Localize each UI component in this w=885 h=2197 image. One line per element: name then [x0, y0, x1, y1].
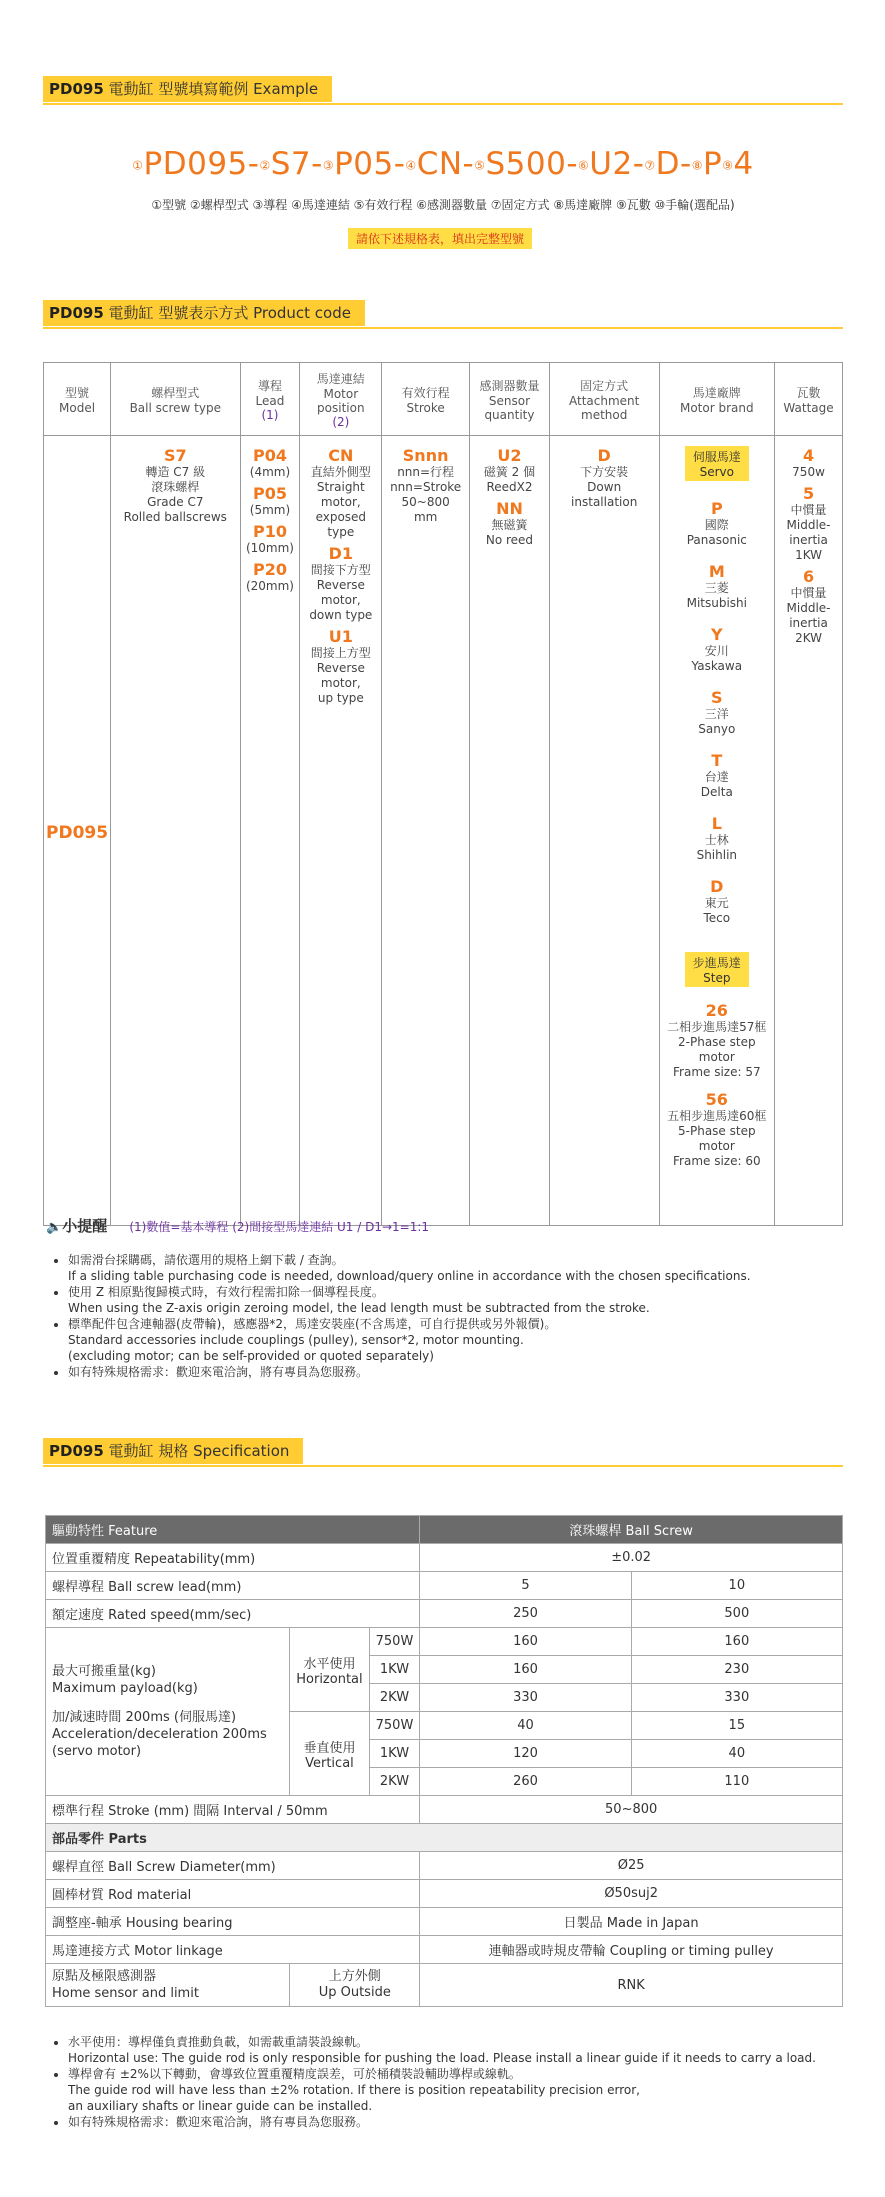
tip-text: (1)數值=基本導程 (2)間接型馬達連結 U1 / D1→1=1:1 [129, 1220, 430, 1234]
header-note: (2) [332, 414, 350, 429]
sensor-column [470, 436, 550, 1226]
header-en: Model [59, 400, 96, 415]
desc-line: 無磁簧 [491, 518, 528, 532]
desc-line: up type [317, 691, 364, 705]
note-line: • 如需滑台採購碼，請依選用的規格上網下載 / 查詢。 [68, 1253, 344, 1267]
motor-pos-code: U1 [328, 627, 353, 646]
desc-line: inertia [789, 533, 828, 547]
desc-line: 中慣量 [790, 586, 827, 600]
spec-value: 330 [631, 1684, 842, 1712]
desc-line: motor [698, 1050, 735, 1064]
brand-en: Shihlin [696, 848, 738, 862]
wattage-code: 4 [802, 446, 815, 465]
column-header [659, 363, 775, 436]
tip-label: 小提醒 [62, 1217, 108, 1235]
horizontal-label: 水平使用 Horizontal [290, 1628, 369, 1712]
desc-line: 下方安裝 [580, 465, 629, 479]
payload-line: Acceleration/deceleration 200ms [52, 1727, 267, 1742]
note-line: Horizontal use: The guide rod is only responsible for pushing the load. Please install a linear guide if it needs to carry a load. [68, 2051, 816, 2065]
motor-position-column [300, 436, 382, 1226]
desc-line: 二相步進馬達57框 [667, 1020, 767, 1034]
sensor-code: U2 [497, 446, 522, 465]
spec-value: 40 [631, 1740, 842, 1768]
section-title: 電動缸 規格 Specification [108, 1442, 290, 1460]
payload-line: 最大可搬重量(kg) [52, 1664, 156, 1679]
spec-value: 260 [420, 1768, 631, 1796]
header-zh: 馬達廠牌 [692, 385, 741, 400]
spec-value: 250 [420, 1600, 631, 1628]
section-product-code-header [43, 300, 843, 330]
desc-line: No reed [485, 533, 534, 547]
spec-watt: 750W [369, 1712, 420, 1740]
desc-line: inertia [789, 616, 828, 630]
section-example-header [43, 76, 843, 106]
wattage-column [775, 436, 843, 1226]
note-line: (excluding motor; can be self-provided or quoted separately) [68, 1349, 434, 1363]
desc-line: Frame size: 57 [673, 1065, 761, 1079]
speaker-icon: 🔈 [46, 1220, 63, 1235]
desc-line: motor, [320, 495, 361, 509]
motor-pos-code: CN [328, 446, 354, 465]
header-en: Lead [255, 393, 285, 408]
brand-en: Panasonic [686, 533, 747, 547]
brand-code: T [711, 751, 723, 770]
spec-value: 50~800 [420, 1796, 843, 1824]
note-line: an auxiliary shafts or linear guide can be installed. [68, 2099, 373, 2113]
column-header [775, 363, 843, 436]
model-code: PD095 [46, 822, 109, 843]
example-part: S500- [485, 146, 579, 182]
spec-value: 330 [420, 1684, 631, 1712]
spec-label: 位置重覆精度 Repeatability(mm) [46, 1544, 420, 1572]
brand-code: L [711, 814, 722, 833]
desc-line: Reverse [316, 578, 365, 592]
note-item [68, 2114, 858, 2130]
payload-label [46, 1628, 290, 1796]
spec-watt: 750W [369, 1628, 420, 1656]
lead-code: P05 [252, 484, 287, 503]
spec-watt: 2KW [369, 1684, 420, 1712]
desc-line: 中慣量 [790, 503, 827, 517]
spec-value: 500 [631, 1600, 842, 1628]
desc-line: 直結外側型 [310, 465, 371, 479]
spec-value: 160 [420, 1656, 631, 1684]
note-line: If a sliding table purchasing code is needed, download/query online in accordance with the chosen specifications. [68, 1269, 751, 1283]
desc-line: 50~800 [401, 495, 450, 509]
attach-column [549, 436, 659, 1226]
example-part: U2- [589, 146, 645, 182]
desc-line: Straight [316, 480, 365, 494]
example-circle: ④ [405, 158, 417, 173]
spec-table [45, 1515, 843, 2007]
example-circle: ⑥ [578, 158, 590, 173]
example-circle: ⑦ [644, 158, 656, 173]
desc-line: exposed type [315, 510, 367, 539]
notes-list-2 [68, 2034, 858, 2130]
spec-value: 連軸器或時規皮帶輪 Coupling or timing pulley [420, 1936, 843, 1964]
spec-label: 額定速度 Rated speed(mm/sec) [46, 1600, 420, 1628]
notes-list [68, 1252, 858, 1380]
header-en: Motor brand [679, 400, 754, 415]
desc-line: 間接上方型 [310, 646, 371, 660]
vertical-label: 垂直使用 Vertical [290, 1712, 369, 1796]
header-zh: 螺桿型式 [151, 385, 200, 400]
header-zh: 型號 [65, 385, 90, 400]
desc-line: Reverse [316, 661, 365, 675]
example-part: PD095- [143, 146, 260, 182]
brand-code: D [710, 877, 724, 896]
note-item [68, 1252, 858, 1284]
spec-label: 圓棒材質 Rod material [46, 1880, 420, 1908]
example-part: P [703, 146, 723, 182]
section-spec-header [43, 1438, 843, 1468]
note-line: • 標準配件包含連軸器(皮帶輪)，感應器*2，馬達安裝座(不含馬達，可自行提供或另外報價)。 [68, 1317, 557, 1331]
spec-watt: 2KW [369, 1768, 420, 1796]
spec-value: Ø25 [420, 1852, 843, 1880]
example-part: 4 [733, 146, 754, 182]
header-en: Attachment method [569, 393, 640, 422]
parts-header: 部品零件 Parts [46, 1824, 843, 1852]
example-circle: ⑨ [722, 158, 734, 173]
spec-value: 230 [631, 1656, 842, 1684]
desc-line: 滾珠螺桿 [151, 480, 200, 494]
desc-line: down type [309, 608, 373, 622]
column-header [470, 363, 550, 436]
payload-line: (servo motor) [52, 1744, 142, 1759]
lead-desc: (4mm) [249, 465, 291, 479]
example-circle: ① [132, 158, 144, 173]
section-model: PD095 [49, 1442, 104, 1460]
desc-line: mm [413, 510, 438, 524]
desc-line: Grade C7 [147, 495, 204, 509]
header-en: Stroke [406, 400, 445, 415]
example-circle: ② [259, 158, 271, 173]
example-part: D- [655, 146, 692, 182]
desc-line: installation [571, 495, 638, 509]
brand-code: P [710, 499, 723, 518]
column-header [44, 363, 111, 436]
desc-line: motor, [320, 676, 361, 690]
servo-tag: 伺服馬達 Servo [685, 446, 749, 481]
desc-line: 750w [792, 465, 825, 479]
lead-code: P20 [252, 560, 287, 579]
desc-line: motor, [320, 593, 361, 607]
note-line: • 導桿會有 ±2%以下轉動，會導致位置重覆精度誤差，可於桶積裝設輔助導桿或線軌。 [68, 2067, 521, 2081]
stroke-code: Snnn [402, 446, 449, 465]
desc-line: Rolled ballscrews [123, 510, 227, 524]
brand-en: Teco [703, 911, 731, 925]
spec-label: 螺桿導程 Ball screw lead(mm) [46, 1572, 420, 1600]
lead-desc: (20mm) [245, 579, 294, 593]
spec-value: 160 [420, 1628, 631, 1656]
desc-line: 2-Phase step [678, 1035, 756, 1049]
motor-pos-code: D1 [328, 544, 354, 563]
spec-value: RNK [420, 1964, 843, 2007]
header-zh: 馬達連結 [316, 371, 365, 386]
spec-label-zh: 原點及極限感測器 [52, 1969, 157, 1984]
example-circle: ⑤ [474, 158, 486, 173]
section-model: PD095 [49, 80, 104, 98]
header-zh: 固定方式 [580, 378, 629, 393]
desc-line: Middle- [786, 518, 831, 532]
note-line: • 水平使用：導桿僅負責推動負載，如需載重請裝設線軌。 [68, 2035, 369, 2049]
spec-value: 5 [420, 1572, 631, 1600]
example-part: P05- [334, 146, 406, 182]
spec-value: 110 [631, 1768, 842, 1796]
spec-label [46, 1964, 290, 2007]
desc-line: 5-Phase step [678, 1124, 756, 1138]
payload-line [52, 1697, 283, 1709]
spec-value: ±0.02 [420, 1544, 843, 1572]
product-code-table [43, 362, 843, 1226]
header-zh: 導程 [257, 378, 282, 393]
step-tag: 步進馬達 Step [685, 952, 749, 987]
brand-en: Delta [700, 785, 733, 799]
desc-line: Frame size: 60 [673, 1154, 761, 1168]
spec-label: 馬達連接方式 Motor linkage [46, 1936, 420, 1964]
sensor-code: NN [496, 499, 523, 518]
brand-en: Yaskawa [691, 659, 743, 673]
brand-zh: 三洋 [704, 707, 729, 721]
desc-line: 間接下方型 [310, 563, 371, 577]
column-header [382, 363, 470, 436]
note-line: • 如有特殊規格需求：歡迎來電洽詢，將有專員為您服務。 [68, 2115, 369, 2129]
example-part: CN- [416, 146, 475, 182]
header-en: Sensor quantity [484, 393, 535, 422]
lead-column [240, 436, 300, 1226]
example-legend: ①型號 ②螺桿型式 ③導程 ④馬達連結 ⑤有效行程 ⑥感測器數量 ⑦固定方式 ⑧馬達廠牌 ⑨瓦數 ⑩手輪(選配品) [151, 198, 735, 212]
spec-watt: 1KW [369, 1740, 420, 1768]
screw-column [111, 436, 240, 1226]
brand-en: Sanyo [698, 722, 736, 736]
sensor-position: 上方外側 Up Outside [290, 1964, 420, 2007]
header-en: Motor position [317, 386, 365, 415]
screw-code: S7 [163, 446, 187, 465]
header-en: Wattage [783, 400, 834, 415]
header-zh: 感測器數量 [479, 378, 540, 393]
spec-value: 10 [631, 1572, 842, 1600]
note-line: When using the Z-axis origin zeroing model, the lead length must be subtracted from the stroke. [68, 1301, 650, 1315]
note-item [68, 1316, 858, 1364]
desc-line: nnn=Stroke [390, 480, 462, 494]
section-model: PD095 [49, 304, 104, 322]
brand-code: S [711, 688, 723, 707]
brand-zh: 士林 [704, 833, 729, 847]
section-title: 電動缸 型號表示方式 Product code [108, 304, 351, 322]
step-code: 56 [705, 1090, 728, 1109]
spec-value: 40 [420, 1712, 631, 1740]
lead-desc: (5mm) [249, 503, 291, 517]
header-note: (1) [261, 407, 279, 422]
lead-code: P10 [252, 522, 287, 541]
desc-line: Middle- [786, 601, 831, 615]
brand-zh: 台達 [704, 770, 729, 784]
stroke-column [382, 436, 470, 1226]
note-line: • 如有特殊規格需求：歡迎來電洽詢，將有專員為您服務。 [68, 1365, 369, 1379]
note-line: The guide rod will have less than ±2% rotation. If there is position repeatability precision error, [68, 2083, 640, 2097]
brand-code: M [708, 562, 725, 581]
brand-zh: 國際 [704, 518, 729, 532]
payload-line: Maximum payload(kg) [52, 1681, 198, 1696]
spec-header-ballscrew: 滾珠螺桿 Ball Screw [420, 1516, 843, 1544]
brand-code: Y [711, 625, 723, 644]
step-code: 26 [705, 1001, 728, 1020]
desc-line: Down [587, 480, 622, 494]
lead-code: P04 [252, 446, 287, 465]
section-title: 電動缸 型號填寫範例 Example [108, 80, 319, 98]
note-item [68, 1364, 858, 1380]
desc-line: 轉造 C7 級 [145, 465, 206, 479]
spec-label: 標準行程 Stroke (mm) 間隔 Interval / 50mm [46, 1796, 420, 1824]
header-zh: 有效行程 [401, 385, 450, 400]
brand-en: Mitsubishi [686, 596, 747, 610]
brand-zh: 三菱 [704, 581, 729, 595]
desc-line: motor [698, 1139, 735, 1153]
spec-label: 調整座-軸承 Housing bearing [46, 1908, 420, 1936]
note-item [68, 2034, 858, 2066]
spec-watt: 1KW [369, 1656, 420, 1684]
spec-value: 日製品 Made in Japan [420, 1908, 843, 1936]
header-zh: 瓦數 [796, 385, 821, 400]
desc-line: 磁簧 2 個 [483, 465, 536, 479]
spec-header-feature: 驅動特性 Feature [46, 1516, 420, 1544]
desc-line: 1KW [795, 548, 823, 562]
wattage-code: 6 [802, 567, 815, 586]
spec-label-en: Home sensor and limit [52, 1986, 199, 2001]
desc-line: ReedX2 [486, 480, 533, 494]
example-notice: 請依下述規格表，填出完整型號 [348, 228, 532, 249]
spec-value: Ø50suj2 [420, 1880, 843, 1908]
spec-value: 120 [420, 1740, 631, 1768]
example-circle: ⑧ [691, 158, 703, 173]
spec-value: 160 [631, 1628, 842, 1656]
payload-line: 加/減速時間 200ms (伺服馬達) [52, 1710, 237, 1725]
note-item [68, 1284, 858, 1316]
wattage-code: 5 [802, 484, 815, 503]
example-circle: ③ [322, 158, 335, 173]
brand-zh: 安川 [704, 644, 729, 658]
brand-zh: 東元 [704, 896, 729, 910]
column-header [111, 363, 240, 436]
note-line: • 使用 Z 相原點復歸模式時，有效行程需扣除一個導程長度。 [68, 1285, 384, 1299]
example-part: S7- [270, 146, 323, 182]
note-item [68, 2066, 858, 2114]
tip [46, 1215, 429, 1236]
desc-line: 2KW [795, 631, 823, 645]
desc-line: 五相步進馬達60框 [667, 1109, 767, 1123]
spec-label: 螺桿直徑 Ball Screw Diameter(mm) [46, 1852, 420, 1880]
motor-brand-column [659, 436, 775, 1226]
column-header [300, 363, 382, 436]
lead-desc: (10mm) [245, 541, 294, 555]
header-en: Ball screw type [129, 400, 221, 415]
attach-code: D [597, 446, 611, 465]
spec-value: 15 [631, 1712, 842, 1740]
note-line: Standard accessories include couplings (pulley), sensor*2, motor mounting. [68, 1333, 524, 1347]
example-code [43, 146, 843, 182]
desc-line: nnn=行程 [397, 465, 455, 479]
column-header [549, 363, 659, 436]
column-header [240, 363, 300, 436]
